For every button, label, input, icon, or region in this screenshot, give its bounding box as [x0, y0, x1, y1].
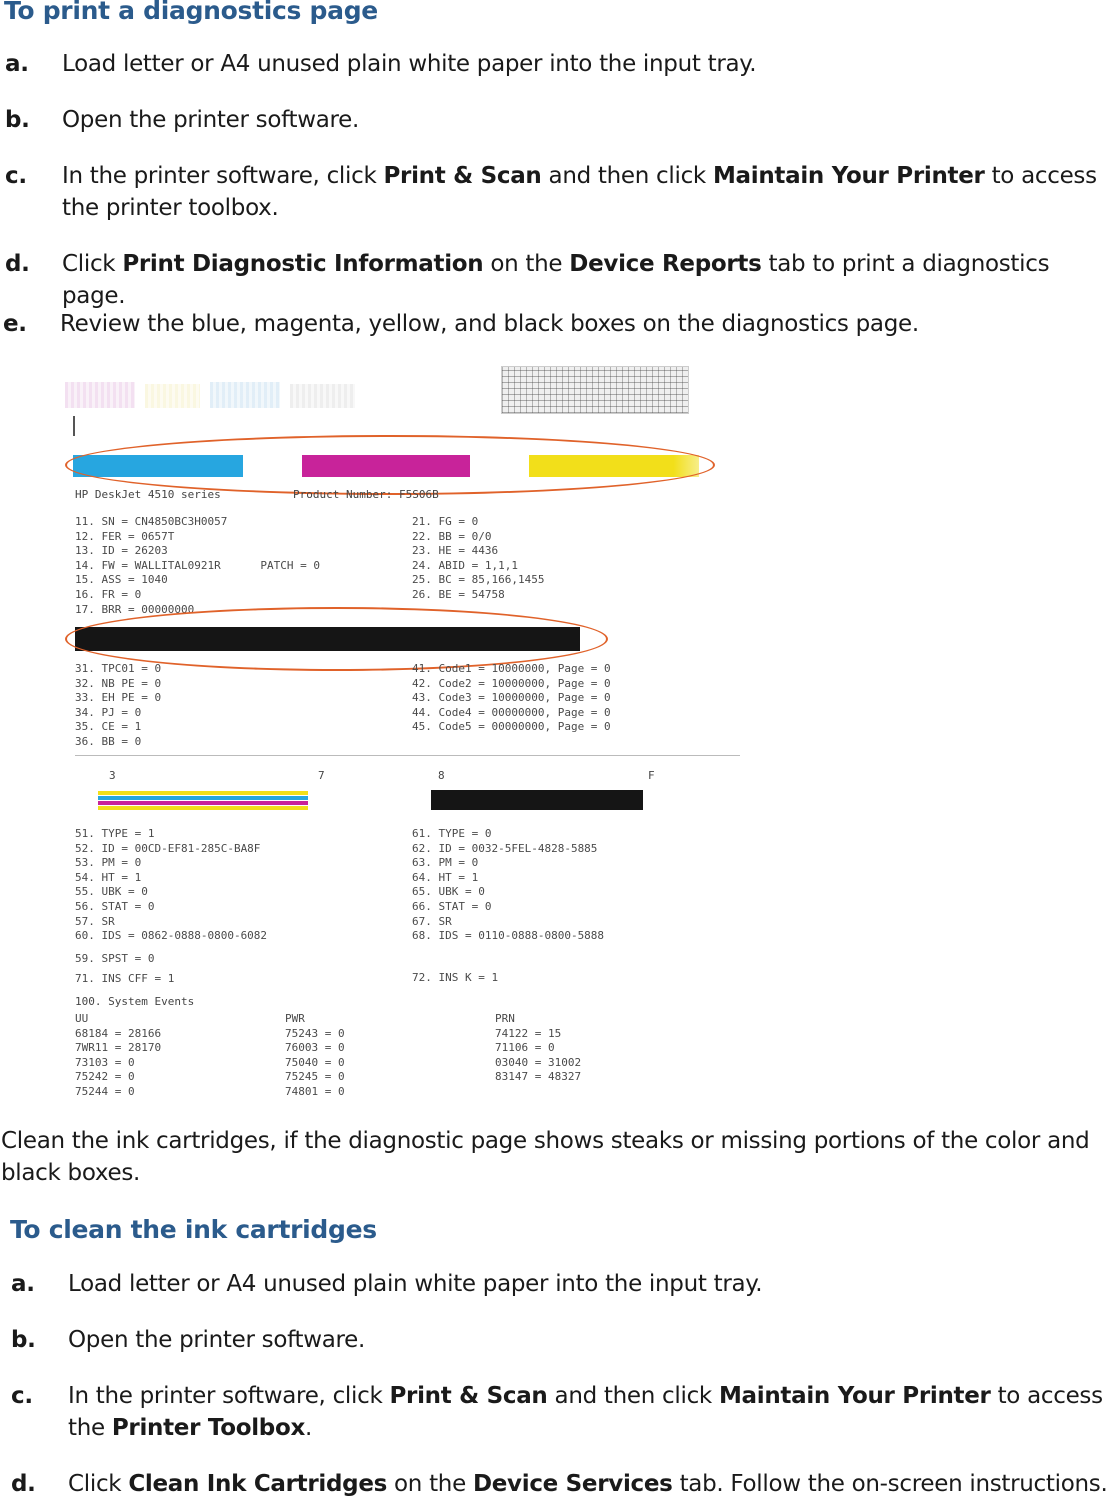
menu-reference-maintain-printer: Maintain Your Printer: [718, 1383, 991, 1409]
system-events-col-3: PRN 74122 = 15 71106 = 0 03040 = 31002 83147 = 48327: [495, 1012, 582, 1084]
menu-reference-print-scan: Print & Scan: [389, 1383, 548, 1409]
step-letter: a.: [5, 51, 29, 77]
system-events-col-1: UU 68184 = 28166 7WR11 = 28170 73103 = 0 75242 = 0 75244 = 0: [75, 1012, 162, 1098]
diagnostic-header-right: Product Number: F5S06B: [293, 488, 439, 501]
tri-color-stripe-yellow: [98, 806, 308, 810]
step-item: [11, 1380, 1115, 1444]
cartridge-label: 7: [318, 769, 325, 782]
faint-test-pattern-cyan: [210, 382, 280, 408]
system-events-col-2: PWR 75243 = 0 76003 = 0 75040 = 0 75245 = 0 74801 = 0: [285, 1012, 345, 1098]
highlight-ellipse-color: [65, 435, 715, 495]
menu-reference-device-services: Device Services: [472, 1471, 673, 1497]
faint-test-pattern-magenta: [65, 382, 135, 408]
step-text: In the printer software, click Print & Scan and then click Maintain Your Printer to access the Printer Toolbox.: [68, 1383, 1103, 1441]
clean-cartridges-note: Clean the ink cartridges, if the diagnostic page shows steaks or missing portions of the color and black boxes.: [1, 1128, 1090, 1186]
step-letter: c.: [11, 1383, 33, 1409]
step-text: Click Clean Ink Cartridges on the Device Services tab. Follow the on-screen instructions.: [68, 1471, 1108, 1497]
step-text: Load letter or A4 unused plain white paper into the input tray.: [62, 51, 757, 77]
step-text: Review the blue, magenta, yellow, and black boxes on the diagnostics page.: [60, 311, 919, 337]
step-item: [5, 160, 1115, 224]
step-letter: e.: [3, 311, 27, 337]
tri-color-stripe-cyan: [98, 796, 308, 800]
step-text: Open the printer software.: [68, 1327, 366, 1353]
faint-test-pattern-gray: [290, 384, 355, 408]
divider-line: [75, 755, 740, 756]
section-heading-clean-cartridges: To clean the ink cartridges: [10, 1215, 377, 1244]
cartridge-label: 8: [438, 769, 445, 782]
misc-info-left: 59. SPST = 0 71. INS CFF = 1: [75, 952, 175, 985]
cartridge-info-right: 61. TYPE = 0 62. ID = 0032-5FEL-4828-5885 63. PM = 0 64. HT = 1 65. UBK = 0 66. STAT = 0 67. SR 68. IDS = 0110-0888-0800-5888: [412, 827, 605, 943]
step-text: Open the printer software.: [62, 107, 360, 133]
step-text: Load letter or A4 unused plain white paper into the input tray.: [68, 1271, 763, 1297]
section-heading-print-diagnostics: To print a diagnostics page: [4, 0, 378, 25]
cartridge-info-left: 51. TYPE = 1 52. ID = 00CD-EF81-285C-BA8F 53. PM = 0 54. HT = 1 55. UBK = 0 56. STAT = 0 57. SR 60. IDS = 0862-0888-0800-6082: [75, 827, 268, 943]
step-letter: a.: [11, 1271, 35, 1297]
tri-color-stripe-magenta: [98, 801, 308, 805]
menu-reference-printer-toolbox: Printer Toolbox: [111, 1415, 305, 1441]
diagnostic-header-left: HP DeskJet 4510 series: [75, 488, 221, 501]
black-cartridge-bar: [431, 790, 643, 810]
step-letter: d.: [5, 251, 30, 277]
counters-block-left: 31. TPC01 = 0 32. NB PE = 0 33. EH PE = 0 34. PJ = 0 35. CE = 1 36. BB = 0: [75, 662, 162, 748]
info-block-right: 21. FG = 0 22. BB = 0/0 23. HE = 4436 24. ABID = 1,1,1 25. BC = 85,166,1455 26. BE = 54758: [412, 515, 545, 601]
cartridge-label: 3: [109, 769, 116, 782]
menu-reference-print-diagnostic: Print Diagnostic Information: [122, 251, 484, 277]
step-letter: b.: [11, 1327, 36, 1353]
faint-test-pattern-yellow: [145, 384, 200, 408]
tick-mark: [73, 416, 75, 436]
menu-reference-device-reports: Device Reports: [569, 251, 762, 277]
step-letter: c.: [5, 163, 27, 189]
step-letter: b.: [5, 107, 30, 133]
tri-color-stripe-yellow: [98, 791, 308, 795]
info-block-left: 11. SN = CN4850BC3H0057 12. FER = 0657T 13. ID = 26203 14. FW = WALLITAL0921R PATCH = 0 15. ASS = 1040 16. FR = 0 17. BRR = 00000000: [75, 515, 321, 616]
step-text: Click Print Diagnostic Information on the Device Reports tab to print a diagnostics page.: [62, 251, 1050, 309]
menu-reference-maintain-printer: Maintain Your Printer: [712, 163, 985, 189]
alignment-grid-pattern: [501, 366, 689, 414]
system-events-title: 100. System Events: [75, 995, 195, 1008]
diagnostics-page-image: [55, 362, 755, 1102]
step-text: In the printer software, click Print & Scan and then click Maintain Your Printer to access the printer toolbox.: [62, 163, 1097, 221]
menu-reference-clean-ink-cartridges: Clean Ink Cartridges: [128, 1471, 388, 1497]
cartridge-label: F: [648, 769, 655, 782]
counters-block-right: 41. Code1 = 10000000, Page = 0 42. Code2 = 10000000, Page = 0 43. Code3 = 10000000, Page = 0 44. Code4 = 00000000, Page = 0 45. Code5 = 00000000, Page = 0: [412, 662, 611, 734]
step-letter: d.: [11, 1471, 36, 1497]
misc-info-right: 72. INS K = 1: [412, 971, 499, 984]
menu-reference-print-scan: Print & Scan: [383, 163, 542, 189]
